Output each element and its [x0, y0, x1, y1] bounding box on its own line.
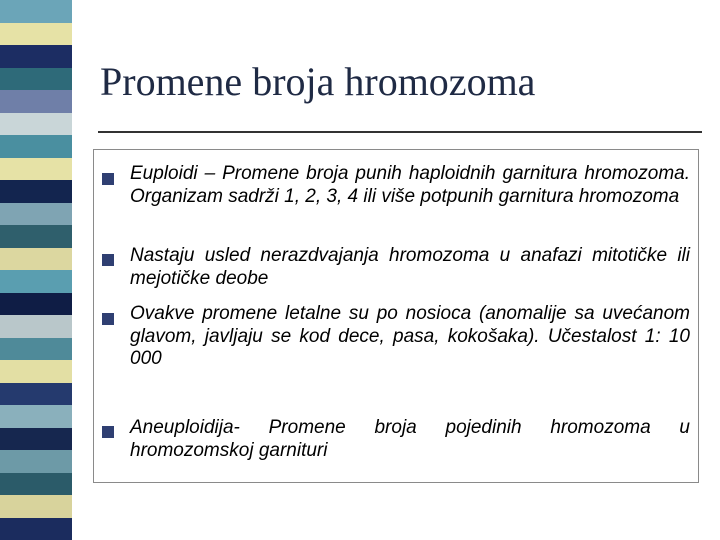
- stripe-square: [0, 338, 72, 361]
- stripe-square: [0, 293, 72, 316]
- stripe-square: [0, 45, 72, 68]
- stripe-square: [0, 495, 72, 518]
- stripe-square: [0, 0, 72, 23]
- stripe-square: [0, 473, 72, 496]
- bullet-square-icon: [102, 313, 114, 325]
- stripe-square: [0, 518, 72, 540]
- stripe-square: [0, 270, 72, 293]
- list-item-nastaju: [130, 245, 690, 290]
- stripe-square: [0, 203, 72, 226]
- stripe-square: [0, 68, 72, 91]
- term-euploidi: Euploidi: [130, 163, 198, 184]
- list-item-euploidi: [130, 163, 690, 208]
- stripe-square: [0, 450, 72, 473]
- stripe-square: [0, 428, 72, 451]
- stripe-square: [0, 383, 72, 406]
- stripe-square: [0, 90, 72, 113]
- stripe-square: [0, 315, 72, 338]
- bullet-square-icon: [102, 254, 114, 266]
- list-item-ovakve: [130, 303, 690, 371]
- slide-title: Promene broja hromozoma: [100, 59, 536, 104]
- stripe-square: [0, 360, 72, 383]
- stripe-square: [0, 113, 72, 136]
- decorative-stripe-bar: [0, 0, 72, 540]
- content-box: [93, 149, 699, 483]
- item-text: – Promene broja punih haploidnih garnitura hromozoma. Organizam sadrži 1, 2, 3, 4 ili više potpunih garnitura hromozoma: [130, 163, 690, 207]
- stripe-square: [0, 158, 72, 181]
- item-text: Nastaju usled nerazdvajanja hromozoma u anafazi mitotičke ili mejotičke deobe: [130, 245, 690, 289]
- stripe-square: [0, 23, 72, 46]
- item-text: - Promene broja pojedinih hromozoma u hromozomskoj garnituri: [130, 417, 690, 461]
- list-item-aneuploidija: [130, 417, 690, 462]
- title-divider: [98, 131, 702, 133]
- stripe-square: [0, 225, 72, 248]
- bullet-square-icon: [102, 426, 114, 438]
- stripe-square: [0, 405, 72, 428]
- term-aneuploidija: Aneuploidija: [130, 417, 234, 438]
- stripe-square: [0, 180, 72, 203]
- item-text: Ovakve promene letalne su po nosioca (anomalije sa uvećanom glavom, javljaju se kod dece, pasa, kokošaka). Učestalost 1: 10 000: [130, 303, 690, 369]
- stripe-square: [0, 135, 72, 158]
- stripe-square: [0, 248, 72, 271]
- bullet-square-icon: [102, 173, 114, 185]
